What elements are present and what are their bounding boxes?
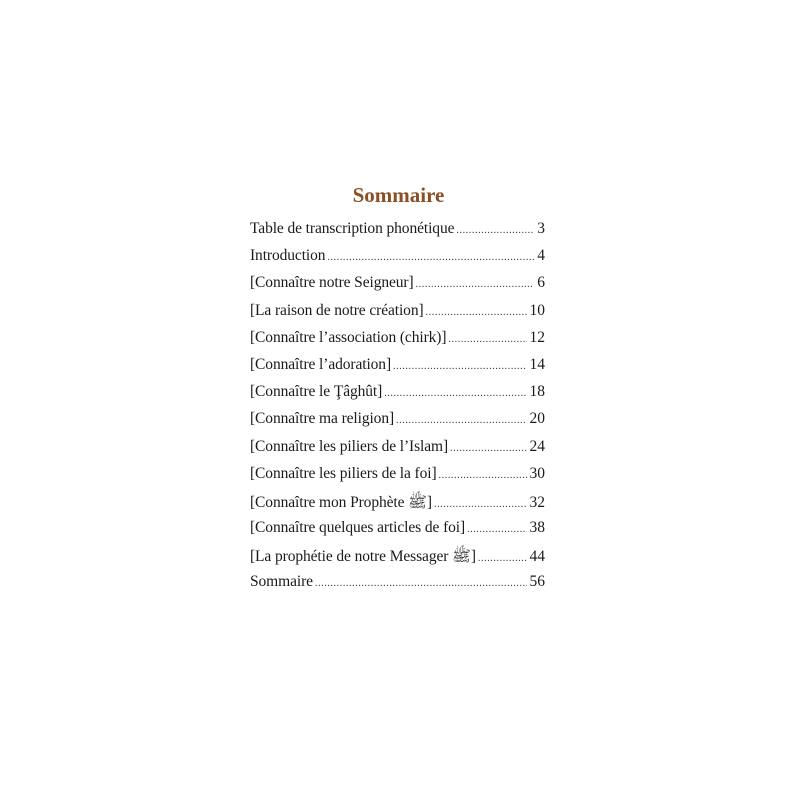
- toc-entry: [250, 438, 545, 465]
- toc-entry-label: [Connaître les piliers de la foi]: [250, 464, 437, 482]
- toc-entry-page: 4: [537, 247, 545, 265]
- toc-entry-label: Introduction: [250, 247, 326, 265]
- toc-dot-leader: [327, 252, 534, 263]
- toc-entry: [250, 302, 545, 329]
- toc-entry-page: 10: [529, 301, 545, 319]
- toc-title: Sommaire: [352, 183, 445, 207]
- toc-entry-label: [La raison de notre création]: [250, 301, 424, 319]
- toc-dot-leader: [393, 361, 526, 372]
- toc-entry-label: [Connaître l’association (chirk)]: [250, 328, 447, 346]
- toc-entry-page: 32: [529, 493, 545, 511]
- toc-entry-label: [Connaître ma religion]: [250, 410, 395, 428]
- toc-dot-leader: [456, 225, 534, 236]
- toc-entry-label: [Connaître le Ţâghût]: [250, 383, 383, 401]
- toc-dot-leader: [426, 307, 527, 318]
- toc-entry-label: [Connaître l’adoration]: [250, 355, 392, 373]
- toc-entry-label: [Connaître quelques articles de foi]: [250, 519, 466, 537]
- toc-entry-page: 3: [537, 220, 545, 237]
- toc-dot-leader: [448, 334, 526, 345]
- toc-entry: [250, 247, 545, 274]
- toc-entry: [250, 492, 545, 519]
- table-of-contents: [250, 180, 545, 601]
- toc-dot-leader: [384, 388, 526, 399]
- toc-entry: [250, 519, 545, 546]
- toc-dot-leader: [467, 524, 526, 535]
- toc-entry: [250, 573, 545, 600]
- toc-entry: [250, 329, 545, 356]
- toc-list: [250, 220, 545, 601]
- toc-entry-page: 12: [529, 328, 545, 346]
- toc-dot-leader: [416, 279, 535, 290]
- toc-entry-page: 44: [529, 548, 545, 566]
- toc-dot-leader: [450, 443, 526, 454]
- toc-entry-page: 24: [529, 437, 545, 455]
- toc-entry-page: 18: [529, 383, 545, 401]
- toc-entry-label: [Connaître les piliers de l’Islam]: [250, 437, 449, 455]
- toc-entry-label: Table de transcription phonétique: [250, 220, 455, 237]
- toc-entry-label: [La prophétie de notre Messager ﷺ]: [250, 548, 476, 566]
- toc-entry: [250, 220, 545, 247]
- toc-entry-page: 56: [529, 573, 545, 591]
- toc-entry-page: 14: [529, 355, 545, 373]
- toc-dot-leader: [315, 578, 527, 589]
- toc-entry: [250, 546, 545, 573]
- toc-dot-leader: [439, 470, 527, 481]
- toc-dot-leader: [434, 499, 527, 510]
- toc-entry: [250, 465, 545, 492]
- toc-entry: [250, 383, 545, 410]
- toc-entry-page: 38: [529, 519, 545, 537]
- toc-entry-label: [Connaître notre Seigneur]: [250, 274, 414, 292]
- toc-entry-page: 30: [529, 464, 545, 482]
- toc-dot-leader: [396, 415, 526, 426]
- toc-entry-label: [Connaître mon Prophète ﷺ]: [250, 493, 432, 511]
- toc-dot-leader: [478, 553, 527, 564]
- toc-entry-page: 6: [537, 274, 545, 292]
- toc-entry-page: 20: [529, 410, 545, 428]
- toc-entry-label: Sommaire: [250, 573, 313, 591]
- toc-entry: [250, 274, 545, 301]
- toc-entry: [250, 356, 545, 383]
- toc-entry: [250, 410, 545, 437]
